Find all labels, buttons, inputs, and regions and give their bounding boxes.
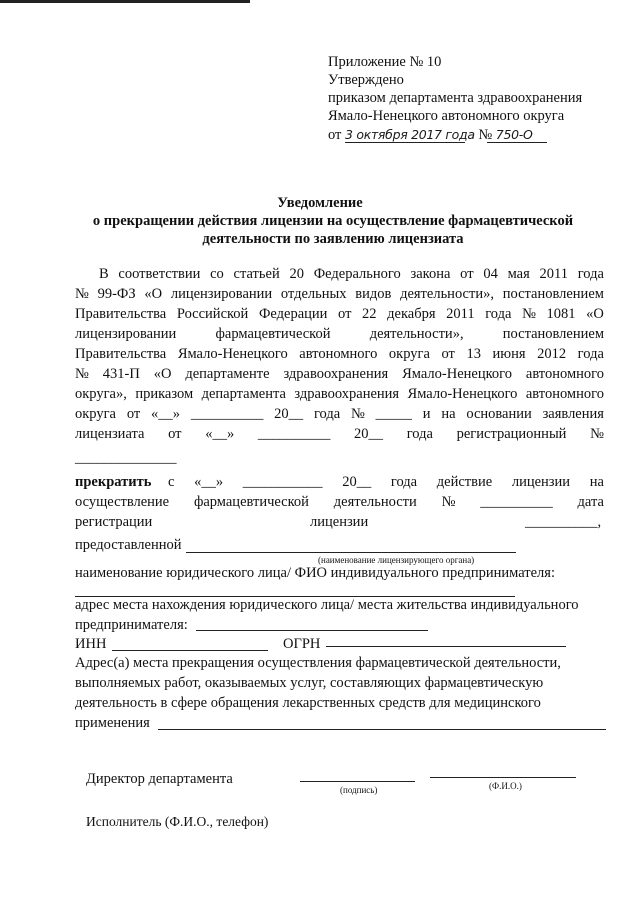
executor-label: Исполнитель (Ф.И.О., телефон) — [86, 814, 269, 829]
word: В — [99, 266, 109, 282]
para1-line8 — [75, 406, 604, 423]
word: регистрационный — [456, 426, 567, 442]
word: постановлением — [502, 286, 604, 302]
word: _____ — [375, 406, 412, 422]
word: 99-ФЗ — [97, 286, 136, 302]
ogrn-label: ОГРН — [283, 636, 321, 652]
word: от — [460, 266, 474, 282]
word: деятельности», — [369, 326, 464, 342]
address-line — [196, 630, 428, 631]
doc-title: Уведомление — [277, 195, 363, 211]
word: на — [589, 474, 604, 490]
inn-line — [112, 650, 268, 651]
word: от — [126, 406, 141, 422]
approved-label: Утверждено — [328, 72, 404, 88]
annex-label: Приложение № 10 — [328, 54, 442, 70]
word: «__» — [205, 426, 235, 442]
word: автономного — [525, 386, 604, 402]
para1-line3 — [75, 306, 604, 323]
word: фармацевтической — [215, 326, 331, 342]
activity-label-1: Адрес(а) места прекращения осуществления фармацевтической деятельности, — [75, 655, 561, 671]
word: дата — [577, 494, 604, 510]
word: лицензиата — [75, 426, 145, 442]
word: приказом — [135, 386, 194, 402]
issued-by-label: предоставленной — [75, 537, 182, 553]
word: 2011 — [446, 306, 475, 322]
word: Ямало-Ненецкого — [407, 386, 518, 402]
word: № — [522, 306, 536, 322]
word: декабря — [387, 306, 436, 322]
para1-line5 — [75, 346, 604, 363]
word: «О — [586, 306, 604, 322]
word: округа», — [75, 386, 127, 402]
word: департаменте — [185, 366, 270, 382]
word: статьей — [233, 266, 280, 282]
word: закона — [410, 266, 451, 282]
word: постановлением — [502, 326, 604, 342]
word: года — [390, 474, 418, 490]
word: Ямало-Ненецкого — [402, 366, 512, 382]
word: ___________ — [242, 474, 323, 490]
word: «__» — [194, 474, 224, 490]
word: лицензировании — [75, 326, 177, 342]
word: автономного — [525, 366, 604, 382]
word: года — [485, 306, 512, 322]
address-label-2: предпринимателя: — [75, 617, 188, 633]
word: фармацевтической — [193, 494, 309, 510]
doc-subtitle-2: деятельности по заявлению лицензиата — [202, 231, 464, 247]
para1-line6 — [75, 366, 604, 383]
word: 20__ — [274, 406, 304, 422]
para1-line9 — [75, 426, 604, 443]
word: 2011 — [539, 266, 568, 282]
word: от — [338, 306, 352, 322]
issuer-line — [186, 552, 516, 553]
word: заявления — [542, 406, 604, 422]
registration-number-blank: ______________ — [75, 450, 177, 466]
word: мая — [507, 266, 530, 282]
word: деятельности — [333, 494, 417, 510]
word: от — [168, 426, 182, 442]
para1-line2 — [75, 286, 604, 303]
inn-label: ИНН — [75, 636, 107, 652]
doc-subtitle-1: о прекращении действия лицензии на осуществление фармацевтической — [92, 213, 574, 229]
word: деятельности», — [400, 286, 494, 302]
word: Российской — [176, 306, 249, 322]
word: со — [210, 266, 224, 282]
handwritten-number: 750-О — [495, 127, 533, 142]
word: 13 — [466, 346, 481, 362]
fio-caption: (Ф.И.О.) — [489, 781, 522, 791]
word: и — [422, 406, 431, 422]
word: года — [313, 406, 341, 422]
director-label: Директор департамента — [86, 771, 233, 787]
word: округа — [75, 406, 116, 422]
word: __________ — [480, 494, 553, 510]
word: № — [590, 426, 604, 442]
word: года — [577, 346, 604, 362]
word: от — [441, 346, 455, 362]
word: на — [441, 406, 456, 422]
word: действие — [436, 474, 493, 490]
date-underline — [345, 142, 465, 143]
license-blank: __________, — [525, 514, 602, 530]
word: № — [351, 406, 365, 422]
number-prefix: № — [478, 127, 493, 143]
word: 20 — [289, 266, 304, 282]
word: основании — [466, 406, 532, 422]
word: осуществление — [75, 494, 170, 510]
license-label: лицензии — [310, 514, 369, 530]
word: Федерального — [313, 266, 401, 282]
word: 2012 — [537, 346, 567, 362]
word: отдельных — [280, 286, 347, 302]
activity-label-4: применения — [75, 715, 150, 731]
region-label: Ямало-Ненецкого автономного округа — [328, 108, 565, 124]
word: «О — [144, 286, 163, 302]
activity-line — [158, 729, 606, 730]
signature-caption: (подпись) — [340, 785, 378, 795]
address-label-1: адрес места нахождения юридического лица/ места жительства индивидуального — [75, 597, 579, 613]
number-underline — [487, 142, 547, 143]
word: июня — [492, 346, 526, 362]
word: округа — [388, 346, 430, 362]
word: Ямало-Ненецкого — [177, 346, 288, 362]
para1-line1 — [99, 266, 604, 283]
word: № — [441, 494, 456, 510]
word: 431-П — [102, 366, 140, 382]
activity-label-2: выполняемых работ, оказываемых услуг, составляющих фармацевтическую — [75, 675, 544, 691]
word: Федерации — [258, 306, 328, 322]
word: 1081 — [546, 306, 576, 322]
word: года — [406, 426, 433, 442]
word: __________ — [190, 406, 264, 422]
word: департамента — [201, 386, 286, 402]
word: Правительства — [75, 346, 167, 362]
page-top-edge — [0, 0, 250, 3]
word: лицензии — [511, 474, 571, 490]
word: лицензировании — [170, 286, 273, 302]
word: «__» — [151, 406, 181, 422]
para2-line2 — [75, 494, 604, 511]
word: видов — [355, 286, 392, 302]
word: 22 — [362, 306, 377, 322]
word: с — [168, 474, 175, 490]
word: соответствии — [118, 266, 201, 282]
word: 20__ — [354, 426, 384, 442]
para1-line7 — [75, 386, 604, 403]
word: «О — [153, 366, 172, 382]
handwritten-date: 3 октября 2017 года — [345, 127, 475, 142]
word: 04 — [483, 266, 498, 282]
word: здравоохранения — [294, 386, 400, 402]
word: года — [577, 266, 604, 282]
word: здравоохранения — [283, 366, 389, 382]
terminate-bold: прекратить — [75, 474, 152, 490]
signature-line — [300, 781, 415, 782]
issuer-caption: (наименование лицензирующего органа) — [318, 555, 475, 565]
activity-label-3: деятельность в сфере обращения лекарственных средств для медицинского — [75, 695, 541, 711]
word: Правительства — [75, 306, 167, 322]
ogrn-line — [326, 646, 566, 647]
word: № — [75, 366, 89, 382]
registration-label: регистрации — [75, 514, 153, 530]
order-label: приказом департамента здравоохранения — [328, 90, 583, 106]
fio-line — [430, 777, 576, 778]
from-prefix: от — [328, 127, 342, 143]
word: 20__ — [342, 474, 372, 490]
word: __________ — [257, 426, 331, 442]
para1-line4 — [75, 326, 604, 343]
word: № — [75, 286, 89, 302]
org-name-label: наименование юридического лица/ ФИО индивидуального предпринимателя: — [75, 565, 555, 581]
para2-line1 — [168, 474, 604, 491]
word: автономного — [299, 346, 378, 362]
